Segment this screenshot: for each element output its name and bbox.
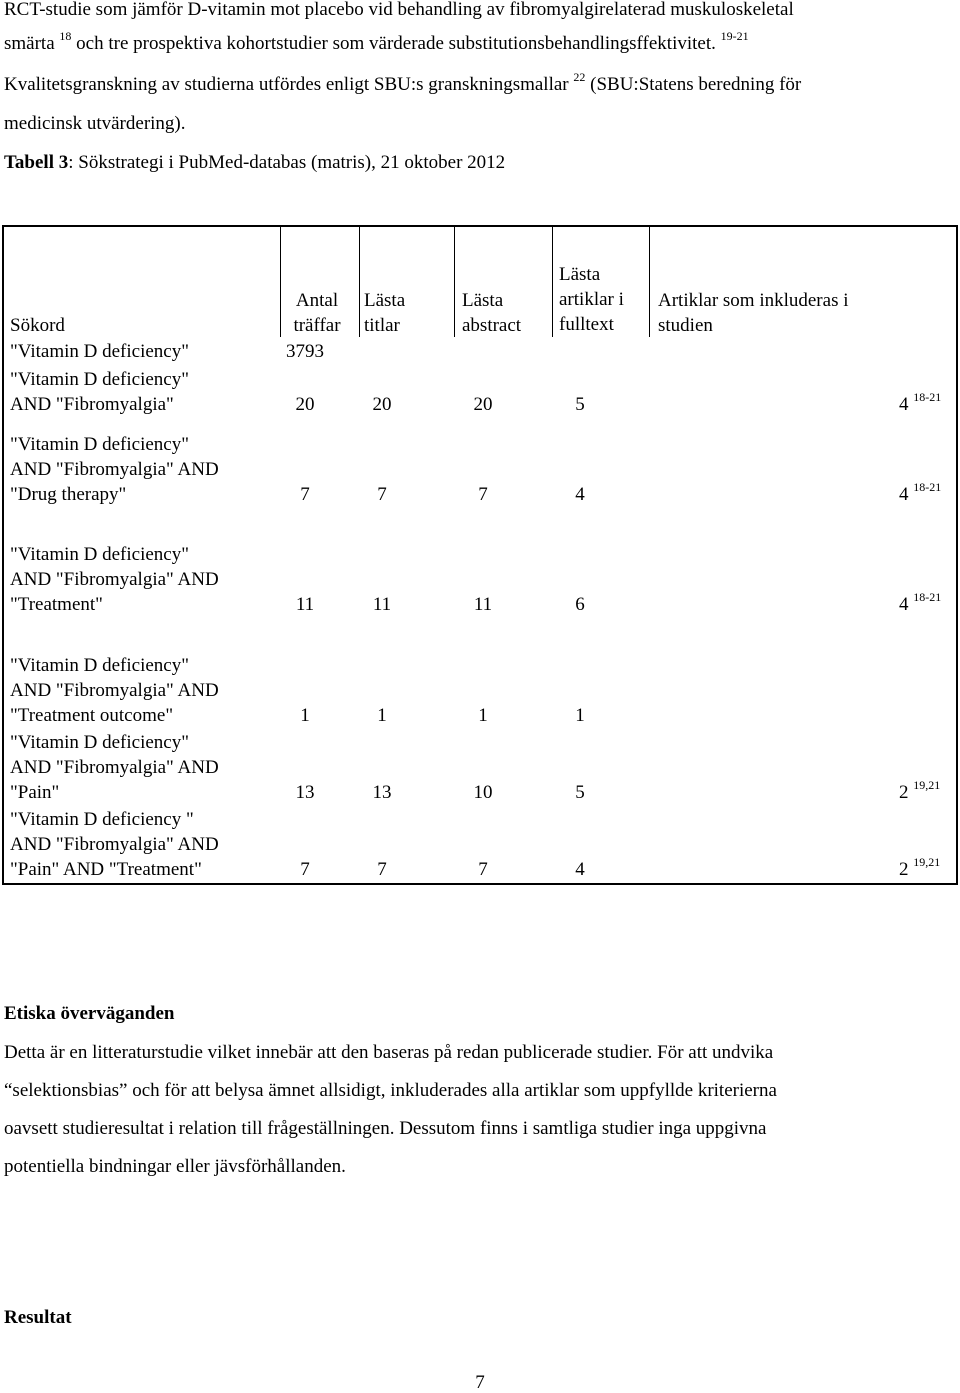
ethics-line-2: “selektionsbias” och för att belysa ämnet allsidigt, inkluderades alla artiklar som uppfyllde kriterierna [4,1080,777,1101]
row-titlar: 7 [377,859,387,880]
citation-ref: 18-21 [913,590,942,604]
row-abstract: 20 [473,394,493,415]
row-titlar: 13 [372,782,392,803]
results-heading: Resultat [4,1307,72,1328]
citation-ref: 22 [573,70,586,84]
row-antal: 1 [300,705,310,726]
table-caption-label: Tabell 3 [4,152,69,173]
citation-ref: 18-21 [913,480,942,494]
intro-line-2-a: smärta [4,33,55,54]
row-antal: 13 [295,782,315,803]
row-inkluderade: 2 $^{19,21}$ [899,855,941,880]
row-titlar: 20 [372,394,392,415]
citation-ref: 18 [59,29,72,43]
row-fulltext: 5 [575,394,585,415]
header-lasta-titlar: Lästa titlar [364,290,406,336]
row-search-term: "Vitamin D deficiency" AND "Fibromyalgia" AND "Drug therapy" [10,434,219,505]
row-fulltext: 1 [575,705,585,726]
row-search-term: "Vitamin D deficiency" AND "Fibromyalgia" AND "Treatment outcome" [10,655,219,726]
header-lasta-abstract: Lästa abstract [462,290,522,336]
row-titlar: 1 [377,705,387,726]
intro-line-3-b: (SBU:Statens beredning för [590,74,802,95]
row-antal: 11 [295,594,315,615]
citation-ref: 18-21 [913,390,942,404]
citation-ref: 19,21 [913,778,941,792]
row-antal: 7 [300,859,310,880]
row-search-term: "Vitamin D deficiency" AND "Fibromyalgia" AND "Treatment" [10,544,219,615]
row-inkluderade: 2 $^{19,21}$ [899,778,941,803]
row-titlar: 11 [372,594,392,615]
intro-line-2 [4,29,749,54]
row-abstract: 7 [478,484,488,505]
row-search-term: "Vitamin D deficiency" AND "Fibromyalgia" AND "Pain" [10,732,219,803]
header-lasta-fulltext: Lästa artiklar i fulltext [559,264,624,335]
row-inkluderade: 4 $^{18-21}$ [899,390,942,415]
intro-line-3-a: Kvalitetsgranskning av studierna utfördes enligt SBU:s granskningsmallar [4,74,569,95]
header-antal: Antal träffar [293,290,341,336]
row-abstract: 10 [473,782,493,803]
row-fulltext: 6 [575,594,585,615]
ethics-heading: Etiska överväganden [4,1003,175,1024]
citation-ref: 19,21 [913,855,941,869]
row-abstract: 1 [478,705,488,726]
intro-line-1: RCT-studie som jämför D-vitamin mot placebo vid behandling av fibromyalgirelaterad muskuloskeletal [4,0,794,20]
header-sokord: Sökord [10,315,65,336]
ethics-line-3: oavsett studieresultat i relation till frågeställningen. Dessutom finns i samtliga studier inga uppgivna [4,1118,767,1139]
row-titlar: 7 [377,484,387,505]
page-number: 7 [475,1372,485,1393]
ethics-line-1: Detta är en litteraturstudie vilket innebär att den baseras på redan publicerade studier. För att undvika [4,1042,774,1063]
row-antal: 7 [300,484,310,505]
intro-line-4: medicinsk utvärdering). [4,113,186,134]
table-caption [4,153,505,172]
row-fulltext: 4 [575,859,585,880]
row-antal: 3793 [286,341,324,362]
intro-line-2-b: och tre prospektiva kohortstudier som värderade substitutionsbehandlingsffektivitet. [76,33,716,54]
row-fulltext: 5 [575,782,585,803]
row-fulltext: 4 [575,484,585,505]
intro-line-3 [4,70,802,95]
row-inkluderade: 4 $^{18-21}$ [899,590,942,615]
row-abstract: 11 [473,594,493,615]
row-inkluderade: 4 $^{18-21}$ [899,480,942,505]
table-caption-text: : Sökstrategi i PubMed-databas (matris), 21 oktober 2012 [68,152,506,173]
row-abstract: 7 [478,859,488,880]
search-strategy-table [2,225,958,885]
citation-ref: 19-21 [720,29,749,43]
row-search-term: "Vitamin D deficiency " AND "Fibromyalgia" AND "Pain" AND "Treatment" [10,809,219,880]
row-search-term: "Vitamin D deficiency" AND "Fibromyalgia" [10,369,189,415]
ethics-line-4: potentiella bindningar eller jävsförhållanden. [4,1156,346,1177]
row-search-term: "Vitamin D deficiency" [10,341,189,362]
header-inkluderade: Artiklar som inkluderas i studien [658,290,849,336]
row-antal: 20 [295,394,315,415]
